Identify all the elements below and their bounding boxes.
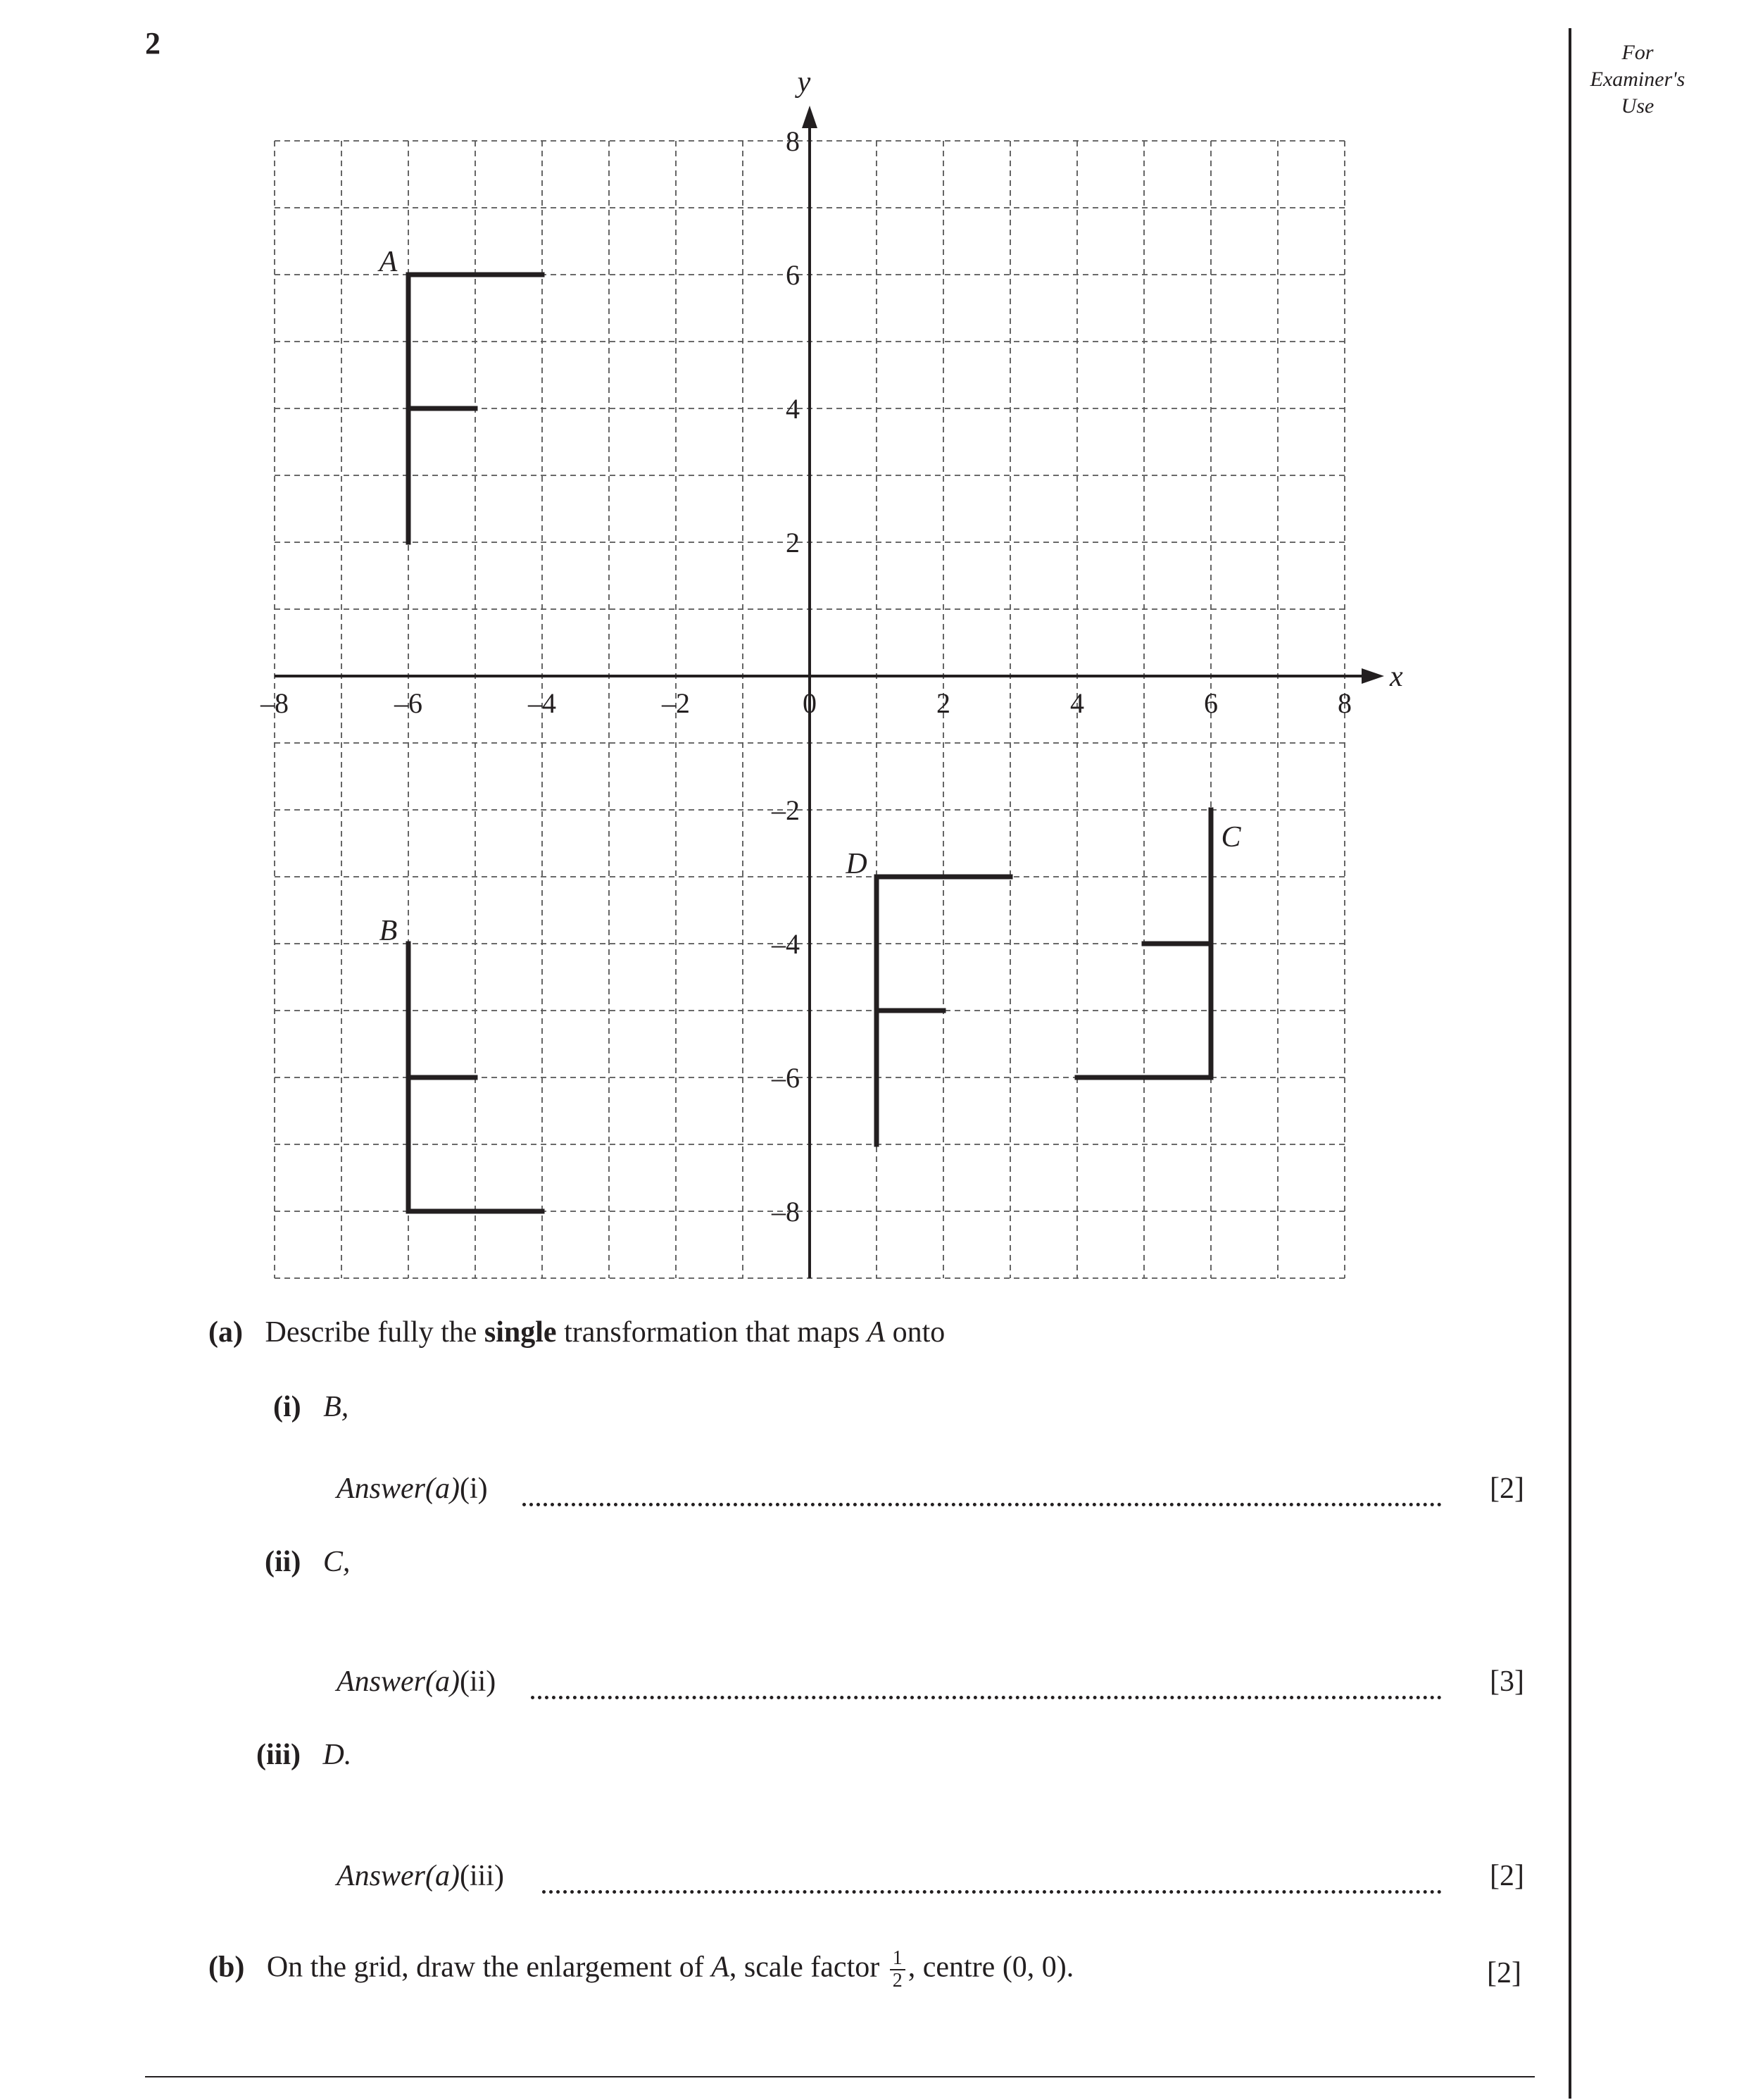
answer-iii-line[interactable] [542, 1890, 1442, 1894]
marks-i: [2] [1490, 1473, 1524, 1505]
part-i-target: B, [323, 1391, 349, 1423]
page-number: 2 [145, 26, 161, 61]
question-a-bold: single [484, 1316, 557, 1349]
answer-i-part: (i) [459, 1473, 488, 1505]
question-a-text-3: onto [892, 1316, 946, 1349]
x-tick-label: –4 [528, 687, 556, 719]
question-b-label: (b) [208, 1951, 245, 1984]
y-tick-label: –2 [772, 794, 800, 826]
shape-c-label: C [1221, 821, 1241, 854]
x-axis-arrow [1362, 668, 1384, 684]
question-b [208, 1948, 1074, 1992]
fraction-numerator: 1 [890, 1948, 905, 1970]
answer-ii-part: (ii) [459, 1665, 496, 1698]
answer-ii-line[interactable] [531, 1696, 1442, 1699]
shape-b-label: B [379, 915, 398, 947]
question-b-var: A [711, 1951, 729, 1984]
question-b-text-1: On the grid, draw the enlargement of [266, 1951, 704, 1984]
answer-iii-label [337, 1859, 504, 1893]
part-i [273, 1390, 348, 1424]
part-iii-target: D. [322, 1739, 352, 1771]
y-tick-label: –4 [772, 928, 800, 960]
examiner-line-3: Use [1621, 94, 1654, 118]
x-tick-label: –6 [394, 687, 422, 719]
x-tick-label: 2 [936, 687, 950, 719]
answer-i-line[interactable] [522, 1503, 1442, 1506]
answer-iii-part: (iii) [459, 1860, 504, 1892]
part-iii [256, 1738, 351, 1772]
x-tick-label: –2 [662, 687, 690, 719]
shape-a-label: A [379, 246, 398, 278]
y-tick-label: –6 [772, 1062, 800, 1094]
question-b-text-2: , scale factor [729, 1951, 880, 1984]
x-tick-label: –8 [260, 687, 289, 719]
examiner-line-2: Examiner's [1590, 68, 1685, 91]
x-tick-label: 8 [1338, 687, 1352, 719]
fraction-denominator: 2 [892, 1970, 903, 1992]
y-tick-label: 2 [786, 527, 800, 558]
question-b-text-3: , centre (0, 0). [907, 1951, 1074, 1984]
part-i-label: (i) [273, 1391, 301, 1423]
part-ii-target: C, [322, 1546, 351, 1578]
y-tick-label: 4 [786, 393, 800, 425]
part-ii [265, 1545, 350, 1579]
y-axis-label: y [797, 66, 811, 99]
axes [275, 66, 1403, 1278]
answer-iii-italic: Answer(a) [337, 1860, 460, 1892]
question-a-var: A [867, 1316, 886, 1349]
y-axis-arrow [802, 106, 817, 128]
y-tick-label: –8 [772, 1196, 800, 1227]
answer-i-italic: Answer(a) [337, 1473, 460, 1505]
bottom-rule [145, 2076, 1535, 2077]
marks-b: [2] [1487, 1957, 1521, 1989]
x-axis-label: x [1390, 661, 1403, 693]
x-tick-label: 4 [1070, 687, 1084, 719]
y-tick-label: 6 [786, 259, 800, 291]
scale-factor-fraction [890, 1948, 905, 1992]
x-tick-label: 6 [1204, 687, 1218, 719]
answer-ii-italic: Answer(a) [337, 1665, 460, 1698]
question-a-text-1: Describe fully the [265, 1316, 477, 1349]
part-ii-label: (ii) [265, 1546, 301, 1578]
answer-ii-label [337, 1665, 496, 1699]
x-tick-label: 0 [803, 687, 817, 719]
answer-i-label [337, 1472, 488, 1506]
shape-d-label: D [846, 848, 867, 880]
y-tick-label: 8 [786, 125, 800, 157]
marks-iii: [2] [1490, 1860, 1524, 1892]
examiner-line-1: For [1621, 41, 1654, 64]
question-a-label: (a) [208, 1316, 243, 1349]
marks-ii: [3] [1490, 1665, 1524, 1698]
question-a-text-2: transformation that maps [564, 1316, 860, 1349]
part-iii-label: (iii) [256, 1739, 301, 1771]
question-a-stem [208, 1315, 945, 1349]
